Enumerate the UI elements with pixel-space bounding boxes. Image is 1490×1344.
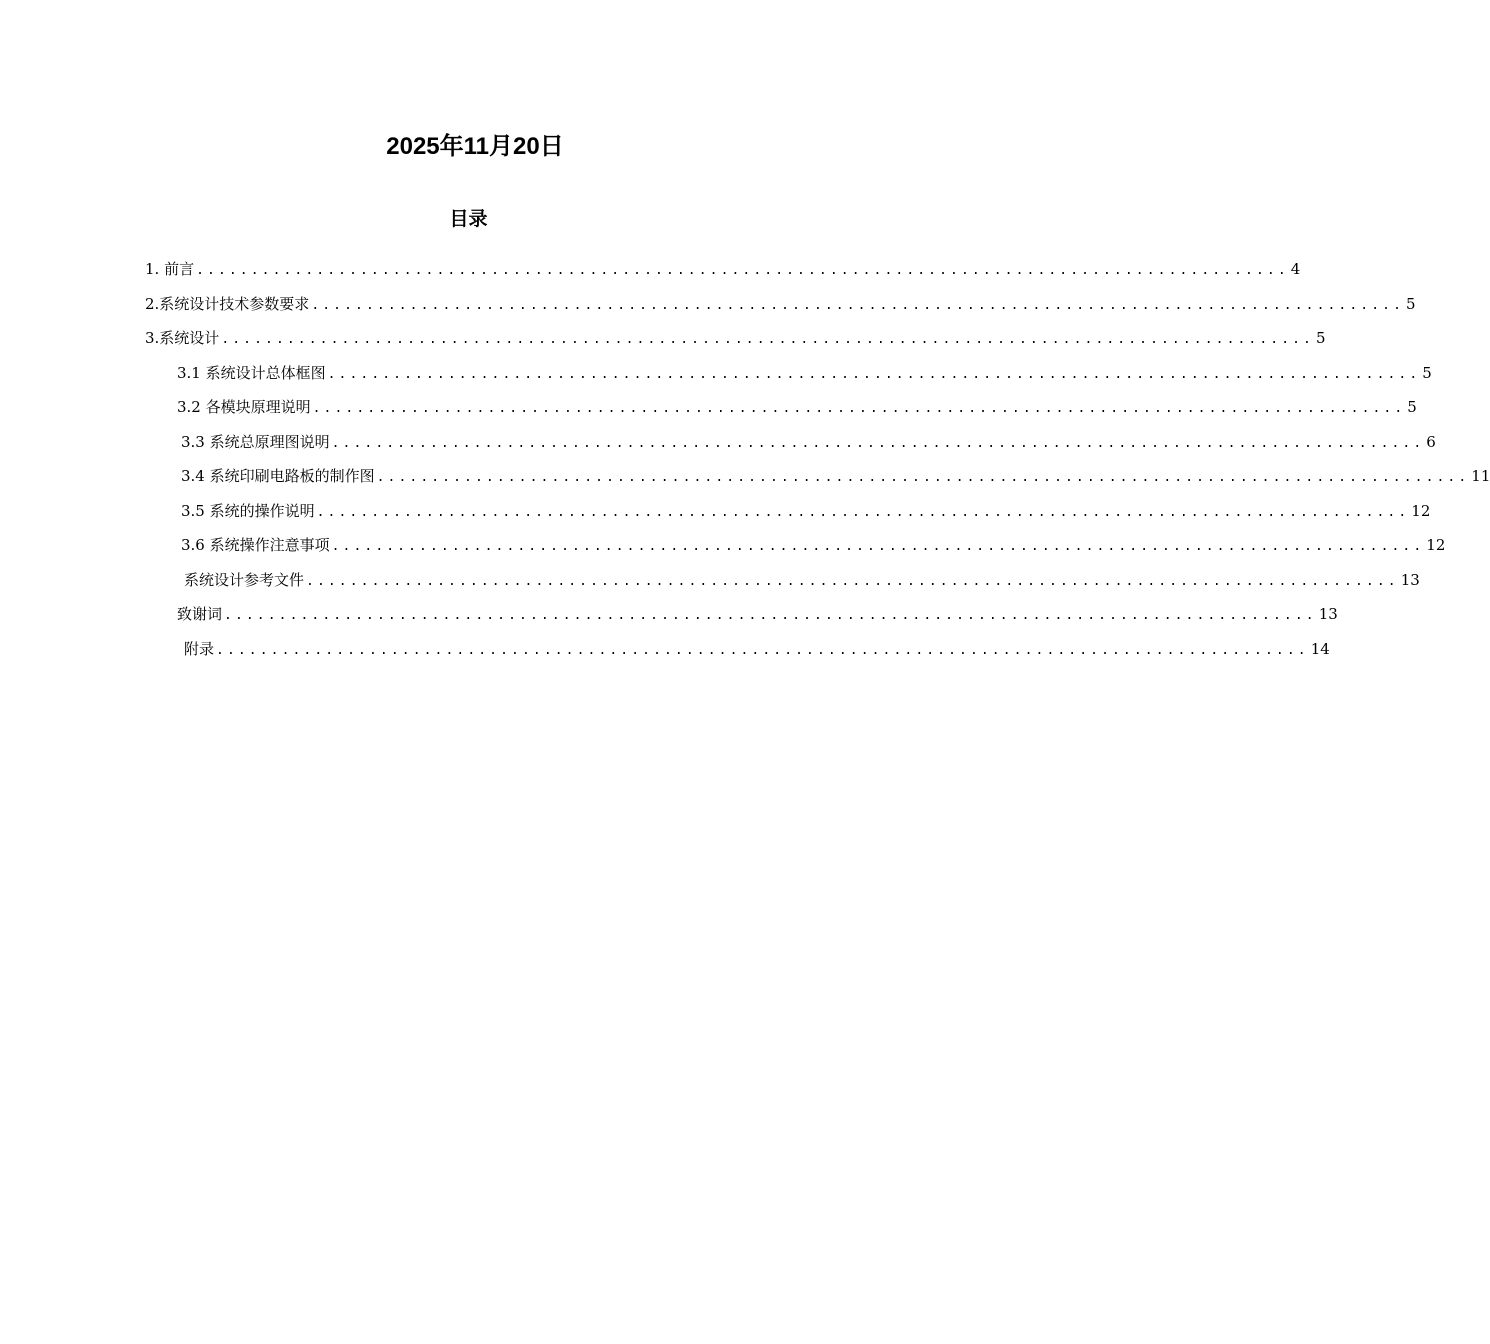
toc-entry-label: 1. 前言	[145, 260, 195, 278]
toc-entry-page: 5	[1315, 329, 1326, 347]
toc-entry[interactable]	[177, 602, 1338, 626]
toc-dot-leader: ....................................................................................................	[306, 574, 1399, 589]
toc-entry[interactable]	[145, 326, 1326, 350]
toc-entry-label: 附录	[184, 640, 215, 658]
toc-entry[interactable]	[181, 430, 1436, 454]
toc-dot-leader: ....................................................................................................	[316, 505, 1410, 520]
toc-entry-page: 13	[1318, 605, 1338, 623]
toc-entry-page: 11	[1471, 467, 1490, 485]
toc-entry[interactable]	[181, 499, 1431, 523]
toc-dot-leader: ....................................................................................................	[331, 539, 1425, 554]
toc-entry-label: 3.4 系统印刷电路板的制作图	[181, 467, 375, 485]
toc-entry[interactable]	[177, 395, 1417, 419]
toc-dot-leader: ....................................................................................................	[221, 332, 1314, 347]
toc-entry[interactable]	[145, 292, 1416, 316]
toc-entry-label: 3.3 系统总原理图说明	[181, 433, 330, 451]
toc-entry-label: 3.5 系统的操作说明	[181, 502, 315, 520]
toc-entry[interactable]	[181, 464, 1490, 488]
toc-entry-page: 5	[1422, 364, 1432, 382]
toc-dot-leader: ....................................................................................................	[216, 643, 1309, 658]
toc-entry-label: 3.6 系统操作注意事项	[181, 536, 330, 554]
toc-entry-label: 致谢词	[177, 605, 223, 623]
toc-dot-leader: ....................................................................................................	[311, 298, 1404, 313]
document-date: 2025年11月20日	[386, 133, 564, 160]
toc-entry-page: 14	[1310, 640, 1330, 658]
toc-entry[interactable]	[177, 361, 1432, 385]
toc-dot-leader: ....................................................................................................	[327, 367, 1421, 382]
toc-entry-page: 5	[1406, 295, 1416, 313]
toc-dot-leader: ....................................................................................................	[331, 436, 1425, 451]
toc-title: 目录	[449, 208, 488, 230]
toc-entry-label: 系统设计参考文件	[184, 571, 305, 589]
toc-entry-label: 3.1 系统设计总体框图	[177, 364, 326, 382]
toc-entry-label: 3.2 各模块原理说明	[177, 398, 311, 416]
toc-dot-leader: ....................................................................................................	[312, 401, 1406, 416]
toc-entry-page: 12	[1426, 536, 1446, 554]
toc-entry[interactable]	[184, 637, 1330, 661]
toc-entry[interactable]	[145, 257, 1301, 281]
toc-entry-page: 4	[1290, 260, 1301, 278]
toc-entry-label: 2.系统设计技术参数要求	[145, 295, 310, 313]
toc-entry-page: 5	[1407, 398, 1417, 416]
toc-entry[interactable]	[184, 568, 1420, 592]
toc-dot-leader: ....................................................................................................	[196, 263, 1289, 278]
toc-entry-page: 6	[1426, 433, 1436, 451]
toc-dot-leader: ....................................................................................................	[224, 608, 1317, 623]
toc-entry[interactable]	[181, 533, 1446, 557]
toc-entry-page: 12	[1411, 502, 1431, 520]
toc-entry-page: 13	[1400, 571, 1420, 589]
toc-dot-leader: ....................................................................................................	[376, 470, 1470, 485]
toc-entry-label: 3.系统设计	[145, 329, 220, 347]
